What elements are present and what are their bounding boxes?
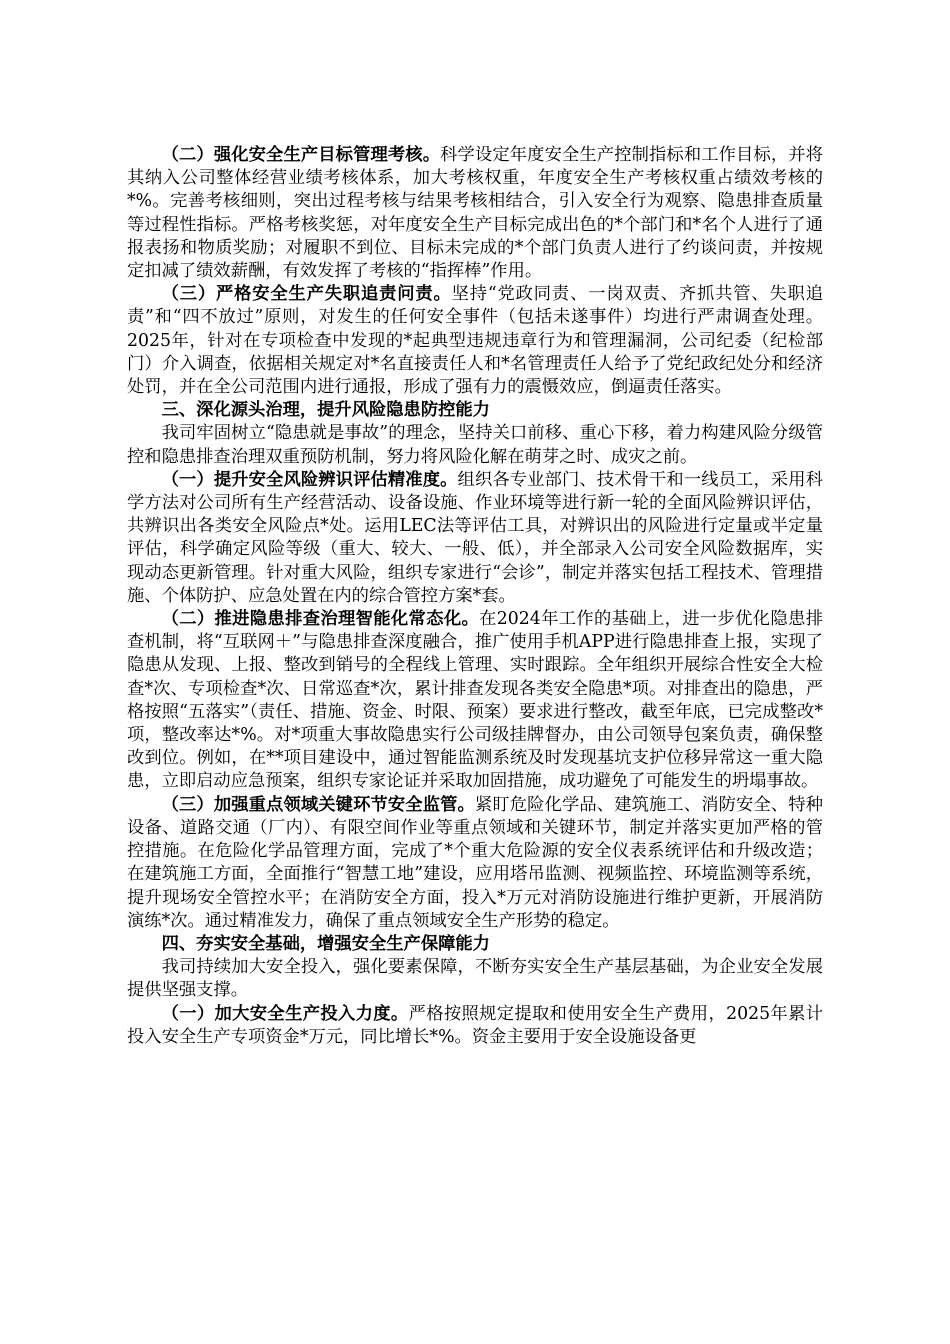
paragraph-accountability (127, 283, 823, 399)
section-heading-3: 三、深化源头治理，提升风险隐患防控能力 (161, 400, 490, 421)
paragraph-investment (127, 1003, 823, 1049)
paragraph-text: 科学设定年度安全生产控制指标和工作目标，并将其纳入公司整体经营业绩考核体系，加大考核权重，年度安全生产考核权重占绩效考核的*%。完善考核细则，突出过程考核与结果考核相结合，引入安全行为观察、隐患排查质量等过程性指标。严格考核奖惩，对年度安全生产目标完成出色的*个部门和*名个人进行了通报表扬和物质奖励；对履职不到位、目标未完成的*个部门负责人进行了约谈问责，并按规定扣减了绩效薪酬，有效发挥了考核的“指挥棒”作用。 (127, 145, 823, 282)
paragraph-text: 我司牢固树立“隐患就是事故”的理念，坚持关口前移、重心下移，着力构建风险分级管控和隐患排查治理双重预防机制，努力将风险化解在萌芽之时、成灾之前。 (127, 423, 823, 467)
paragraph-text: 我司持续加大安全投入，强化要素保障，不断夯实安全生产基层基础，为企业安全发展提供坚强支撑。 (127, 957, 823, 1001)
section-heading-4: 四、夯实安全基础，增强安全生产保障能力 (161, 933, 490, 954)
paragraph-risk-identification (127, 469, 823, 608)
paragraph-lead: （二）推进隐患排查治理智能化常态化。 (161, 609, 480, 630)
paragraph-text: 严格按照规定提取和使用安全生产费用，2025年累计投入安全生产专项资金*万元，同比增长*%。资金主要用于安全设施设备更 (127, 1003, 823, 1047)
document-page (127, 144, 823, 1049)
paragraph-lead: （一）提升安全风险辨识评估精准度。 (161, 469, 458, 490)
paragraph-text: 坚持“党政同责、一岗双责、齐抓共管、失职追责”和“四不放过”原则，对发生的任何安全事件（包括未遂事件）均进行严肃调查处理。2025年，针对在专项检查中发现的*起典型违规违章行为和管理漏洞，公司纪委（纪检部门）介入调查，依据相关规定对*名直接责任人和*名管理责任人给予了党纪政纪处分和经济处罚，并在全公司范围内进行通报，形成了强有力的震慑效应，倒逼责任落实。 (127, 284, 823, 398)
paragraph-lead: （三）加强重点领域关键环节安全监管。 (161, 794, 475, 815)
paragraph-key-areas (127, 794, 823, 933)
paragraph-intro-4 (127, 956, 823, 1002)
paragraph-text: 紧盯危险化学品、建筑施工、消防安全、特种设备、道路交通（厂内）、有限空间作业等重点领域和关键环节，制定并落实更加严格的管控措施。在危险化学品管理方面，完成了*个重大危险源的安全仪表系统评估和升级改造；在建筑施工方面，全面推行“智慧工地”建设，应用塔吊监测、视频监控、环境监测等系统，提升现场安全管控水平；在消防安全方面，投入*万元对消防设施进行维护更新，开展消防演练*次。通过精准发力，确保了重点领域安全生产形势的稳定。 (127, 794, 823, 931)
paragraph-lead: （三）严格安全生产失职追责问责。 (161, 284, 452, 305)
paragraph-text: 组织各专业部门、技术骨干和一线员工，采用科学方法对公司所有生产经营活动、设备设施、作业环境等进行新一轮的全面风险辨识评估，共辨识出各类安全风险点*处。运用LEC法等评估工具，对辨识出的风险进行定量或半定量评估，科学确定风险等级（重大、较大、一般、低），并全部录入公司安全风险数据库，实现动态更新管理。针对重大风险，组织专家进行“会诊”，制定并落实包括工程技术、管理措施、个体防护、应急处置在内的综合管控方案*套。 (127, 469, 823, 606)
paragraph-lead: （二）强化安全生产目标管理考核。 (161, 145, 441, 165)
paragraph-text: 在2024年工作的基础上，进一步优化隐患排查机制，将“互联网＋”与隐患排查深度融合，推广使用手机APP进行隐患排查上报，实现了隐患从发现、上报、整改到销号的全程线上管理、实时跟踪。全年组织开展综合性安全大检查*次、专项检查*次、日常巡查*次，累计排查发现各类安全隐患*项。对排查出的隐患，严格按照“五落实”（责任、措施、资金、时限、预案）要求进行整改，截至年底，已完成整改*项，整改率达*%。对*项重大事故隐患实行公司级挂牌督办，由公司领导包案负责，确保整改到位。例如，在**项目建设中，通过智能监测系统及时发现基坑支护位移异常这一重大隐患，立即启动应急预案，组织专家论证并采取加固措施，成功避免了可能发生的坍塌事故。 (127, 609, 823, 792)
paragraph-assessment (127, 144, 823, 283)
paragraph-hazard-screening (127, 608, 823, 794)
paragraph-lead: （一）加大安全生产投入力度。 (161, 1003, 409, 1024)
paragraph-intro-3 (127, 422, 823, 468)
